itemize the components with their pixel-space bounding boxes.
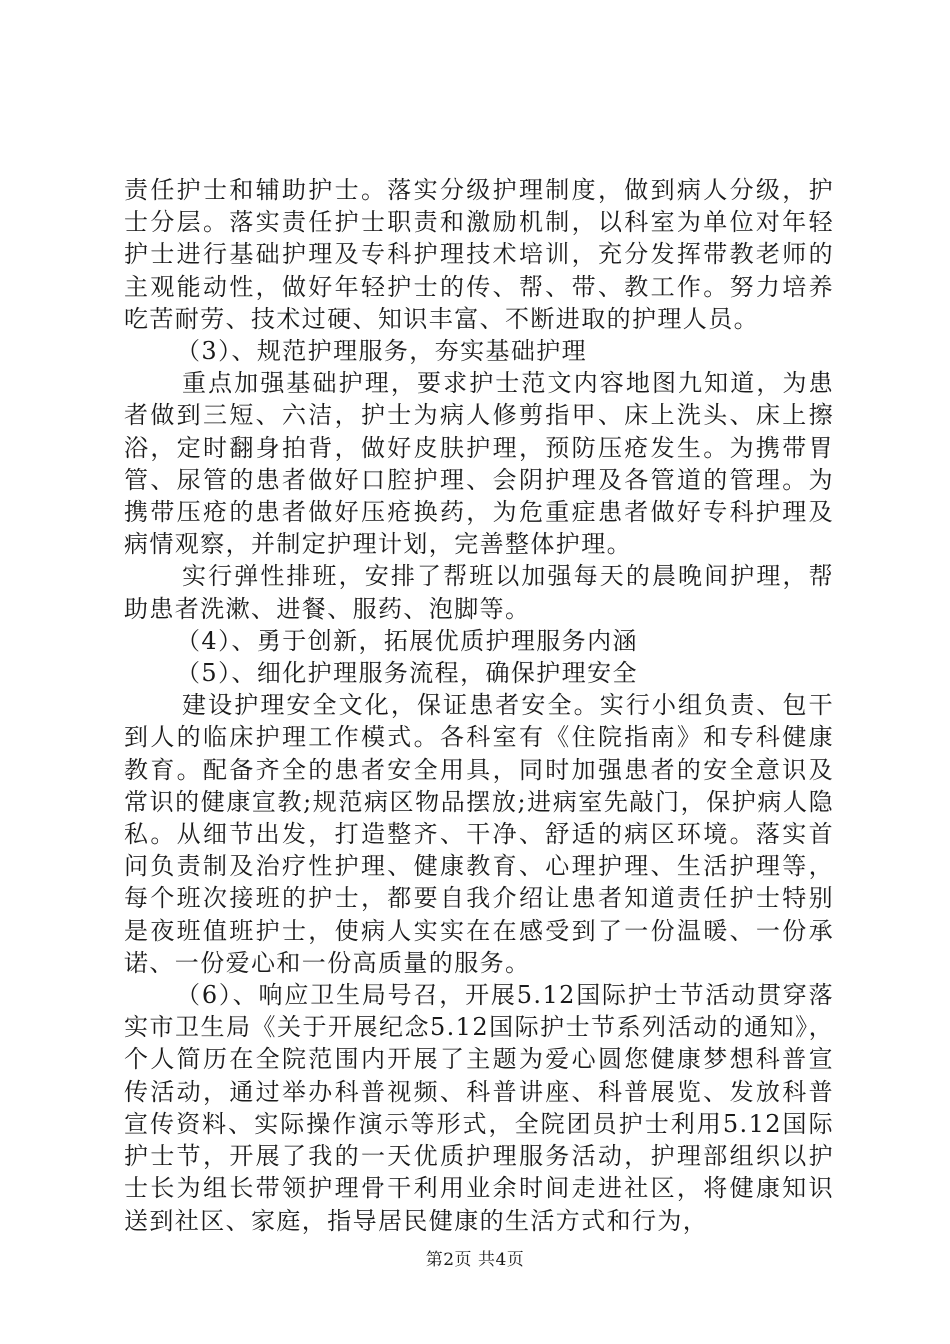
paragraph-flexible-shifts: 实行弹性排班，安排了帮班以加强每天的晨晚间护理，帮助患者洗漱、进餐、服药、泡脚等。 (124, 562, 834, 623)
paragraph-basic-care: 重点加强基础护理，要求护士范文内容地图九知道，为患者做到三短、六洁，护士为病人修剪指甲、床上洗头、床上擦浴，定时翻身拍背，做好皮肤护理，预防压疮发生。为携带胃管、尿管的患者做好口腔护理、会阴护理及各管道的管理。为携带压疮的患者做好压疮换药，为危重症患者做好专科护理及病情观察，并制定护理计划，完善整体护理。 (124, 369, 834, 559)
section-heading-6: （6）、响应卫生局号召，开展5.12国际护士节活动贯穿落实市卫生局《关于开展纪念5.12国际护士节系列活动的通知》，个人简历在全院范围内开展了主题为爱心圆您健康梦想科普宣传活动，通过举办科普视频、科普讲座、科普展览、发放科普宣传资料、实际操作演示等形式，全院团员护士利用5.12国际护士节，开展了我的一天优质护理服务活动，护理部组织以护士长为组长带领护理骨干利用业余时间走进社区，将健康知识送到社区、家庭，指导居民健康的生活方式和行为， (124, 981, 834, 1235)
document-body (124, 174, 834, 1237)
paragraph-staffing: 责任护士和辅助护士。落实分级护理制度，做到病人分级，护士分层。落实责任护士职责和激励机制，以科室为单位对年轻护士进行基础护理及专科护理技术培训，充分发挥带教老师的主观能动性，做好年轻护士的传、帮、带、教工作。努力培养吃苦耐劳、技术过硬、知识丰富、不断进取的护理人员。 (124, 176, 834, 333)
section-heading-4: （4）、勇于创新，拓展优质护理服务内涵 (176, 626, 638, 655)
paragraph-safety-culture: 建设护理安全文化，保证患者安全。实行小组负责、包干到人的临床护理工作模式。各科室有《住院指南》和专科健康教育。配备齐全的患者安全用具，同时加强患者的安全意识及常识的健康宣教;规范病区物品摆放;进病室先敲门，保护病人隐私。从细节出发，打造整齐、干净、舒适的病区环境。落实首问负责制及治疗性护理、健康教育、心理护理、生活护理等，每个班次接班的护士，都要自我介绍让患者知道责任护士特别是夜班值班护士，使病人实实在在感受到了一份温暖、一份承诺、一份爱心和一份高质量的服务。 (124, 691, 834, 977)
page-footer: 第2页 共4页 (425, 1250, 525, 1270)
section-heading-5: （5）、细化护理服务流程，确保护理安全 (176, 659, 638, 688)
section-heading-3: （3）、规范护理服务，夯实基础护理 (176, 337, 588, 366)
